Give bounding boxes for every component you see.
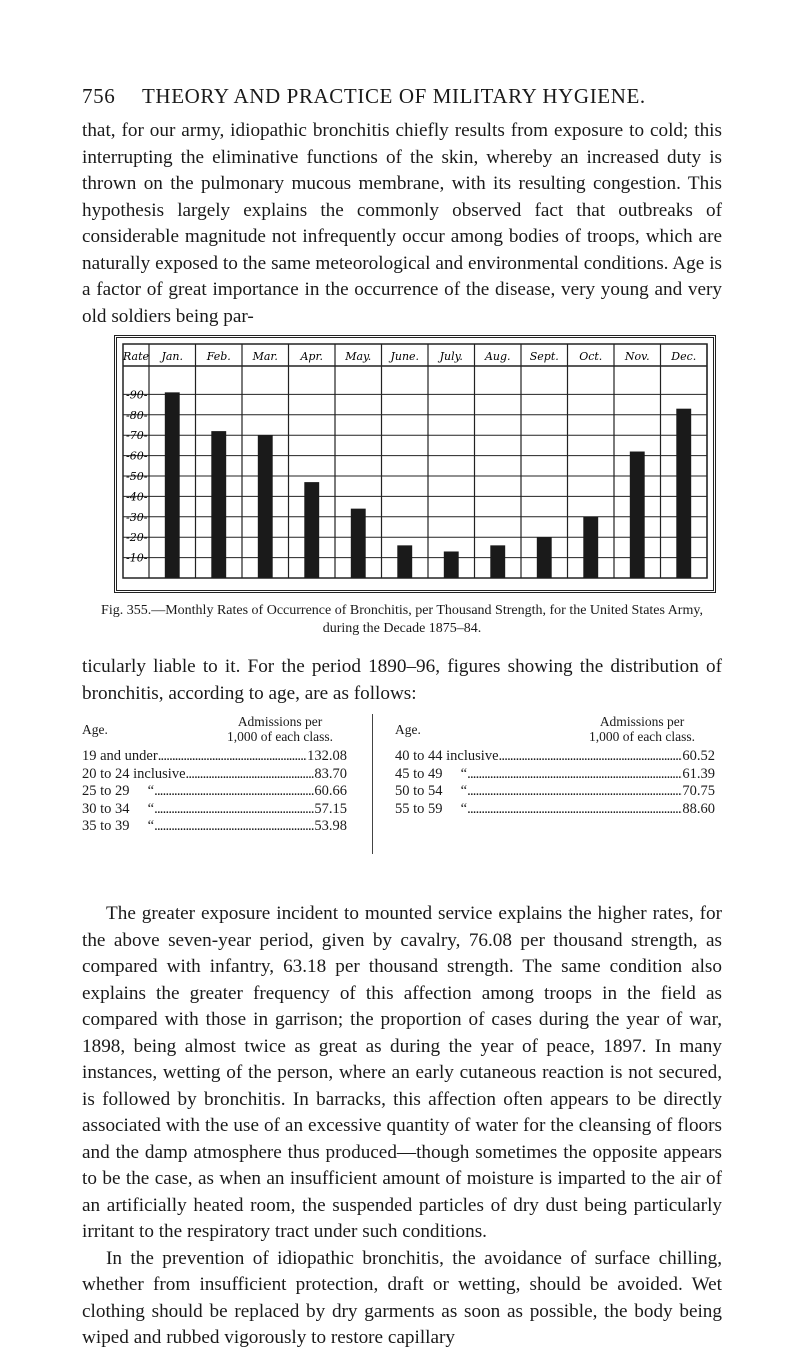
age-table-left-header: [82, 714, 347, 748]
leader-dots: [467, 801, 682, 819]
paragraph-1-text: that, for our army, idiopathic bronchitis chiefly results from exposure to cold; this interrupting the eliminative functions of the skin, whereby an increased duty is thrown on the pulmonary mucous membrane, with its resulting congestion. This hypothesis largely explains the commonly observed fact that outbreaks of considerable magnitude not infrequently occur among bodies of troops, which are naturally exposed to the same meteorological and environmental conditions. Age is a factor of great importance in the occurrence of the disease, very young and very old soldiers being par-: [82, 120, 722, 327]
month-header: Oct.: [579, 350, 603, 363]
leader-dots: [154, 818, 314, 836]
leader-dots: [467, 783, 682, 801]
y-tick-label: -10-: [126, 551, 148, 565]
age-cell: 55 to 59 “: [395, 800, 468, 817]
paragraph-3: [82, 901, 722, 1352]
corner-label: Rate: [122, 350, 150, 363]
table-divider: [372, 714, 373, 854]
bar: [630, 452, 645, 578]
col-rate-heading-line2: 1,000 of each class.: [588, 729, 696, 744]
bar: [537, 537, 552, 578]
paragraph-2: [82, 654, 722, 707]
table-row: [395, 748, 715, 766]
month-header: Aug.: [484, 350, 511, 363]
bar: [351, 509, 366, 578]
leader-dots: [154, 783, 314, 801]
page-number: 756: [82, 84, 116, 108]
col-rate-heading: [567, 714, 717, 744]
running-title: THEORY AND PRACTICE OF MILITARY HYGIENE.: [142, 84, 646, 108]
y-tick-label: -50-: [126, 470, 148, 483]
bar: [676, 409, 691, 578]
chart-svg: [117, 338, 713, 590]
month-header: Sept.: [529, 350, 559, 363]
col-age-heading: Age.: [395, 722, 421, 737]
rate-cell: 60.52: [682, 748, 715, 764]
paragraph-3-text: The greater exposure incident to mounted service explains the higher rates, for the above seven-year period, given by cavalry, 76.08 per thousand strength, as compared with infantry, 63.18 per thousand strength. The same condition also explains the greater frequency of this affection among troops in the field as compared with those in garrison; the proportion of cases during the year of war, 1898, being almost twice as great as during the year of peace, 1897. In many instances, wetting of the person, where an early cutaneous reaction is not secured, is followed by bronchitis. In barracks, this affection often appears to be directly associated with the use of an excessive quantity of water for the cleansing of floors and the damp atmosphere thus produced—though sometimes the opposite appears to be the case, as when an insufficient amount of moisture is imparted to the air of an artificially heated room, the suspended particles of dry dust being particularly irritant to the respiratory tract under such conditions.: [82, 903, 722, 1242]
rate-cell: 60.66: [314, 783, 347, 799]
col-rate-heading: [210, 714, 350, 744]
bar: [397, 545, 412, 578]
age-cell: 50 to 54 “: [395, 783, 468, 799]
table-row: [82, 783, 347, 801]
bar: [444, 551, 459, 578]
month-header: Jan.: [161, 350, 184, 363]
y-tick-label: -80-: [126, 408, 148, 422]
table-row: [395, 783, 715, 801]
bar: [258, 435, 273, 578]
month-header: Dec.: [671, 350, 697, 363]
age-table-left: [82, 714, 347, 836]
age-table-right: [395, 714, 715, 818]
chart-grid-border: [123, 344, 707, 578]
rate-cell: 70.75: [682, 783, 715, 799]
rate-cell: 132.08: [307, 748, 347, 764]
rate-cell: 53.98: [314, 818, 347, 834]
bronchitis-bar-chart: [114, 335, 716, 593]
paragraph-4-text: In the prevention of idiopathic bronchitis, the avoidance of surface chilling, whether from insufficient protection, draft or wetting, should be avoided. Wet clothing should be replaced by dry garments as soon as possible, the body being wiped and rubbed vigorously to restore capillary: [82, 1247, 722, 1348]
month-header: June.: [390, 350, 420, 363]
age-table-right-header: [395, 714, 715, 748]
leader-dots: [467, 766, 682, 784]
bar: [165, 392, 180, 578]
rate-cell: 88.60: [682, 800, 715, 817]
table-row: [82, 818, 347, 836]
age-cell: 19 and under: [82, 748, 158, 764]
leader-dots: [186, 766, 315, 784]
y-tick-label: -60-: [126, 449, 148, 463]
rate-cell: 83.70: [314, 765, 347, 782]
col-rate-heading-line1: Admissions per: [599, 714, 685, 729]
table-row: [82, 801, 347, 819]
age-cell: 25 to 29 “: [82, 783, 155, 799]
rate-cell: 61.39: [682, 765, 715, 782]
age-cell: 35 to 39 “: [82, 818, 155, 834]
paragraph-1: [82, 118, 722, 330]
bar: [490, 545, 505, 578]
month-header: July.: [439, 350, 463, 363]
bar: [583, 517, 598, 578]
age-cell: 40 to 44 inclusive: [395, 748, 499, 764]
table-row: [395, 801, 715, 819]
age-cell: 30 to 34 “: [82, 800, 155, 817]
leader-dots: [154, 801, 314, 819]
table-row: [395, 766, 715, 784]
y-tick-label: -70-: [126, 429, 148, 443]
y-tick-label: -20-: [126, 531, 148, 545]
table-row: [82, 766, 347, 784]
paragraph-2-text: ticularly liable to it. For the period 1890–96, figures showing the distribution of bronchitis, according to age, are as follows:: [82, 656, 722, 704]
y-tick-label: -30-: [126, 510, 148, 524]
month-header: Apr.: [300, 350, 324, 363]
col-rate-heading-line1: Admissions per: [237, 714, 323, 729]
col-age-heading: Age.: [82, 722, 108, 737]
month-header: Feb.: [206, 350, 231, 363]
month-header: May.: [345, 350, 372, 363]
bar: [304, 482, 319, 578]
y-tick-label: -90-: [126, 388, 148, 402]
running-head: [82, 84, 722, 109]
leader-dots: [158, 748, 307, 766]
figure-caption: Fig. 355.—Monthly Rates of Occurrence of Bronchitis, per Thousand Strength, for the United States Army, during the Decade 1875–84.: [101, 603, 703, 636]
age-cell: 20 to 24 inclusive: [82, 765, 186, 782]
leader-dots: [499, 748, 683, 766]
age-cell: 45 to 49 “: [395, 765, 468, 782]
table-row: [82, 748, 347, 766]
month-header: Nov.: [624, 350, 650, 363]
rate-cell: 57.15: [314, 800, 347, 817]
col-rate-heading-line2: 1,000 of each class.: [226, 729, 334, 744]
month-header: Mar.: [252, 350, 278, 363]
y-tick-label: -40-: [126, 490, 148, 504]
bar: [211, 431, 226, 578]
